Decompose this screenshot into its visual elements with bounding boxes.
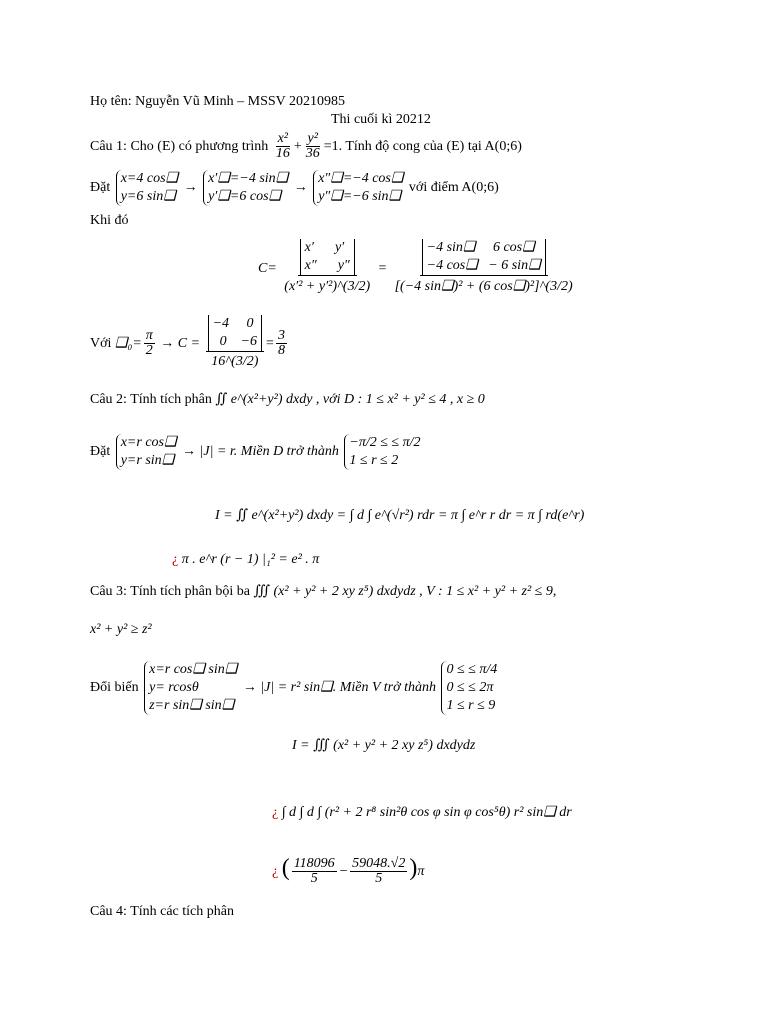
q1-theta0: ❑₀= <box>114 336 142 351</box>
q3-result-pi: π <box>417 864 425 879</box>
q3-condition: x² + y² ≥ z² <box>90 622 152 637</box>
q1-point-text: với điểm A(0;6) <box>408 180 499 195</box>
q2-substitution <box>90 424 423 480</box>
q3-calc-2-text: ∫ d ∫ d ∫ (r² + 2 r⁸ sin²θ cos φ sin φ cos⁵θ) r² sin❑ dr <box>281 805 572 820</box>
q1-system-3: x″❑=−4 cos❑ y″❑=−6 sin❑ <box>313 170 403 206</box>
q1-det-3: −4 0 0 −6 <box>208 315 262 351</box>
q3-jacobian: → |J| = r² sin❑. Miền V trở thành <box>242 680 436 695</box>
q2-prompt <box>90 386 485 414</box>
q1-result-frac: −4 0 0 −6 16^(3/2) <box>206 315 264 372</box>
q1-result: Với ❑₀= $\frac{\pi}{2}$ → C = −4 0 0 −6 16^(3/2) = $\frac{3}{8}$ <box>90 308 289 380</box>
q3-calc-1: I = ∭ (x² + y² + 2 xy z⁵) dxdydz <box>292 738 476 753</box>
q2-result-mark: ¿ <box>172 552 179 567</box>
q1-curv-frac-1: x′ y′ x″ y″ (x′² + y′²)^(3/2) <box>284 240 371 295</box>
student-info: Họ tên: Nguyễn Vũ Minh – MSSV 20210985 <box>90 94 346 109</box>
q1-frac-x: $\frac{\text{x²}}{16}$ <box>275 131 290 162</box>
q3-mark-2: ¿ <box>272 864 279 879</box>
q3-result: ¿ ( $\frac{118096}{5}$ − $\frac{59048.√2}{5}$ )π <box>272 855 425 887</box>
q3-result-frac-2: $\frac{59048.√2}{5}$ <box>352 856 406 887</box>
q3-integral: ∭ (x² + y² + 2 xy z⁵) dxdydz , V : 1 ≤ x² + y² + z² ≤ 9, <box>253 584 557 599</box>
q1-prompt-text: Câu 1: Cho (E) có phương trình <box>90 139 269 154</box>
q2-prompt-text: Câu 2: Tính tích phân <box>90 392 212 407</box>
q3-prompt <box>90 580 556 604</box>
q1-param: Đặt x=4 cos❑ y=6 sin❑ → x′❑=−4 sin❑ y′❑=6 cos❑ → x″❑=−4 cos❑ y″❑=−6 sin❑ với điểm A(0;6) <box>90 170 499 204</box>
q1-arrow-c: → C = <box>160 336 201 351</box>
q2-calculation: I = ∬ e^(x²+y²) dxdy = ∫ d ∫ e^(√r²) rdr = π ∫ e^r r dr = π ∫ rd(e^r) <box>215 508 585 523</box>
q3-calc-2 <box>272 805 572 821</box>
q3-prompt-text: Câu 3: Tính tích phân bội ba <box>90 584 250 599</box>
q1-curv-lhs: C= <box>258 261 277 276</box>
q2-range: −π/2 ≤ ≤ π/2 1 ≤ r ≤ 2 <box>344 434 420 470</box>
q1-prompt: Câu 1: Cho (E) có phương trình $\frac{\text{x²}}{16}$ + $\frac{\text{y²}}{36}$ =1. Tính độ cong của (E) tại A(0;6) <box>90 131 522 162</box>
q1-system-1: x=4 cos❑ y=6 sin❑ <box>116 170 178 206</box>
q3-range: 0 ≤ ≤ π/4 0 ≤ ≤ 2π 1 ≤ r ≤ 9 <box>441 661 497 715</box>
q1-frac-y: $\frac{\text{y²}}{36}$ <box>305 131 320 162</box>
q3-mark-1: ¿ <box>272 805 279 820</box>
q2-system: x=r cos❑ y=r sin❑ <box>116 434 177 470</box>
q1-pi-frac: $\frac{\pi}{2}$ <box>145 328 153 359</box>
q1-set-label: Đặt <box>90 180 111 195</box>
exam-title: Thi cuối kì 20212 <box>331 112 431 127</box>
q2-integral: ∬ e^(x²+y²) dxdy , với D : 1 ≤ x² + y² ≤ 4 , x ≥ 0 <box>215 392 485 407</box>
q1-curv-frac-2: −4 sin❑ 6 cos❑ −4 cos❑ − 6 sin❑ [(−4 sin❑)² + (6 cos❑)²]^(3/2) <box>394 240 573 295</box>
q1-khi-do: Khi đó <box>90 213 129 228</box>
q2-result-text: π . e^r (r − 1) |₁² = e² . π <box>181 552 320 567</box>
q3-change-label: Đổi biến <box>90 680 139 695</box>
q1-det-2: −4 sin❑ 6 cos❑ −4 cos❑ − 6 sin❑ <box>422 239 546 275</box>
q1-with-label: Với <box>90 336 112 351</box>
q1-prompt-tail: =1. Tính độ cong của (E) tại A(0;6) <box>323 139 522 154</box>
q2-set-label: Đặt <box>90 444 111 459</box>
q1-system-2: x′❑=−4 sin❑ y′❑=6 cos❑ <box>203 170 288 206</box>
q3-system: x=r cos❑ sin❑ y= rcosθ z=r sin❑ sin❑ <box>144 661 237 715</box>
q1-det-1: x′ y′ x″ y″ <box>300 239 355 275</box>
q1-final-frac: $\frac{3}{8}$ <box>277 328 285 359</box>
q1-curvature-formula: C= x′ y′ x″ y″ (x′² + y′²)^(3/2) = −4 sin❑ 6 cos❑ −4 cos❑ − 6 sin❑ [(−4 sin❑)² + (6 cos❑)²]^(3/2) <box>258 226 577 312</box>
q3-result-frac-1: $\frac{118096}{5}$ <box>293 856 335 887</box>
q2-result <box>172 552 319 568</box>
q2-jacobian: → |J| = r. Miền D trở thành <box>182 444 339 459</box>
q3-change-of-variables <box>90 652 499 724</box>
q4-prompt: Câu 4: Tính các tích phân <box>90 904 234 919</box>
